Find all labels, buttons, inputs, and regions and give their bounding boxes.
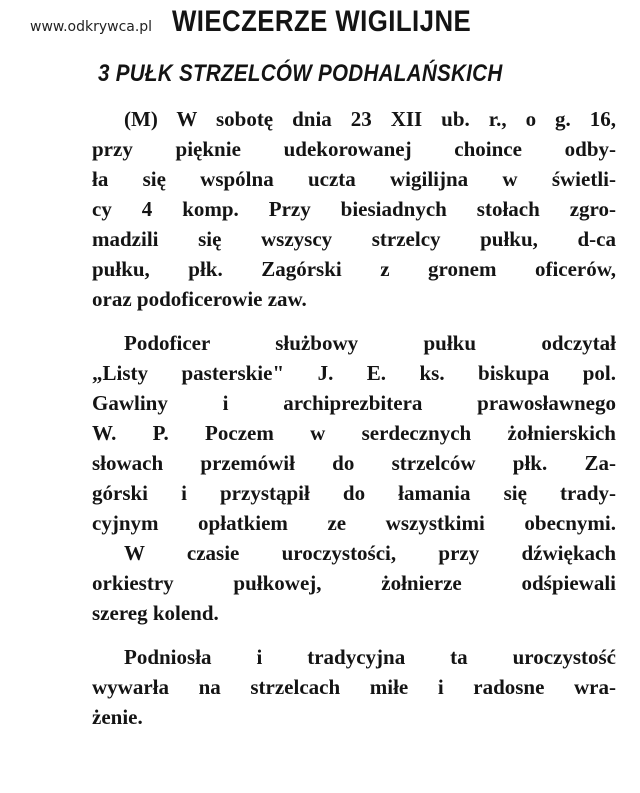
paragraph-3 bbox=[92, 538, 616, 628]
headline: WIECZERZE WIGILIJNE bbox=[172, 5, 472, 38]
article-line: szereg kolend. bbox=[92, 601, 219, 625]
article-line: wywarła na strzelcach miłe i radosne wra- bbox=[92, 675, 616, 699]
article-line: madzili się wszyscy strzelcy pułku, d-ca bbox=[92, 227, 616, 251]
article-body bbox=[92, 104, 616, 732]
article-line: Podniosła i tradycyjna ta uroczystość bbox=[124, 645, 616, 669]
paragraph-2 bbox=[92, 328, 616, 538]
paragraph-4 bbox=[92, 642, 616, 732]
article-line: przy pięknie udekorowanej choince odby- bbox=[92, 137, 616, 161]
subheadline: 3 PUŁK STRZELCÓW PODHALAŃSKICH bbox=[98, 60, 503, 87]
watermark: www.odkrywca.pl bbox=[30, 19, 153, 35]
article-line: „Listy pasterskie" J. E. ks. biskupa pol. bbox=[92, 361, 616, 385]
article-line: Gawliny i archiprezbitera prawosławnego bbox=[92, 391, 616, 415]
article-line: (M) W sobotę dnia 23 XII ub. r., o g. 16, bbox=[124, 107, 616, 131]
article-line: słowach przemówił do strzelców płk. Za- bbox=[92, 451, 616, 475]
article-line: Podoficer służbowy pułku odczytał bbox=[124, 331, 616, 355]
article-line: cy 4 komp. Przy biesiadnych stołach zgro- bbox=[92, 197, 616, 221]
article-line: W czasie uroczystości, przy dźwiękach bbox=[124, 541, 616, 565]
article-line: górski i przystąpił do łamania się trady- bbox=[92, 481, 616, 505]
article-line: ła się wspólna uczta wigilijna w świetli- bbox=[92, 167, 616, 191]
article-line: żenie. bbox=[92, 705, 143, 729]
article-line: oraz podoficerowie zaw. bbox=[92, 287, 307, 311]
paragraph-1 bbox=[92, 104, 616, 314]
article-line: cyjnym opłatkiem ze wszystkimi obecnymi. bbox=[92, 511, 616, 535]
article-line: pułku, płk. Zagórski z gronem oficerów, bbox=[92, 257, 616, 281]
article-line: orkiestry pułkowej, żołnierze odśpiewali bbox=[92, 571, 616, 595]
article-line: W. P. Poczem w serdecznych żołnierskich bbox=[92, 421, 616, 445]
